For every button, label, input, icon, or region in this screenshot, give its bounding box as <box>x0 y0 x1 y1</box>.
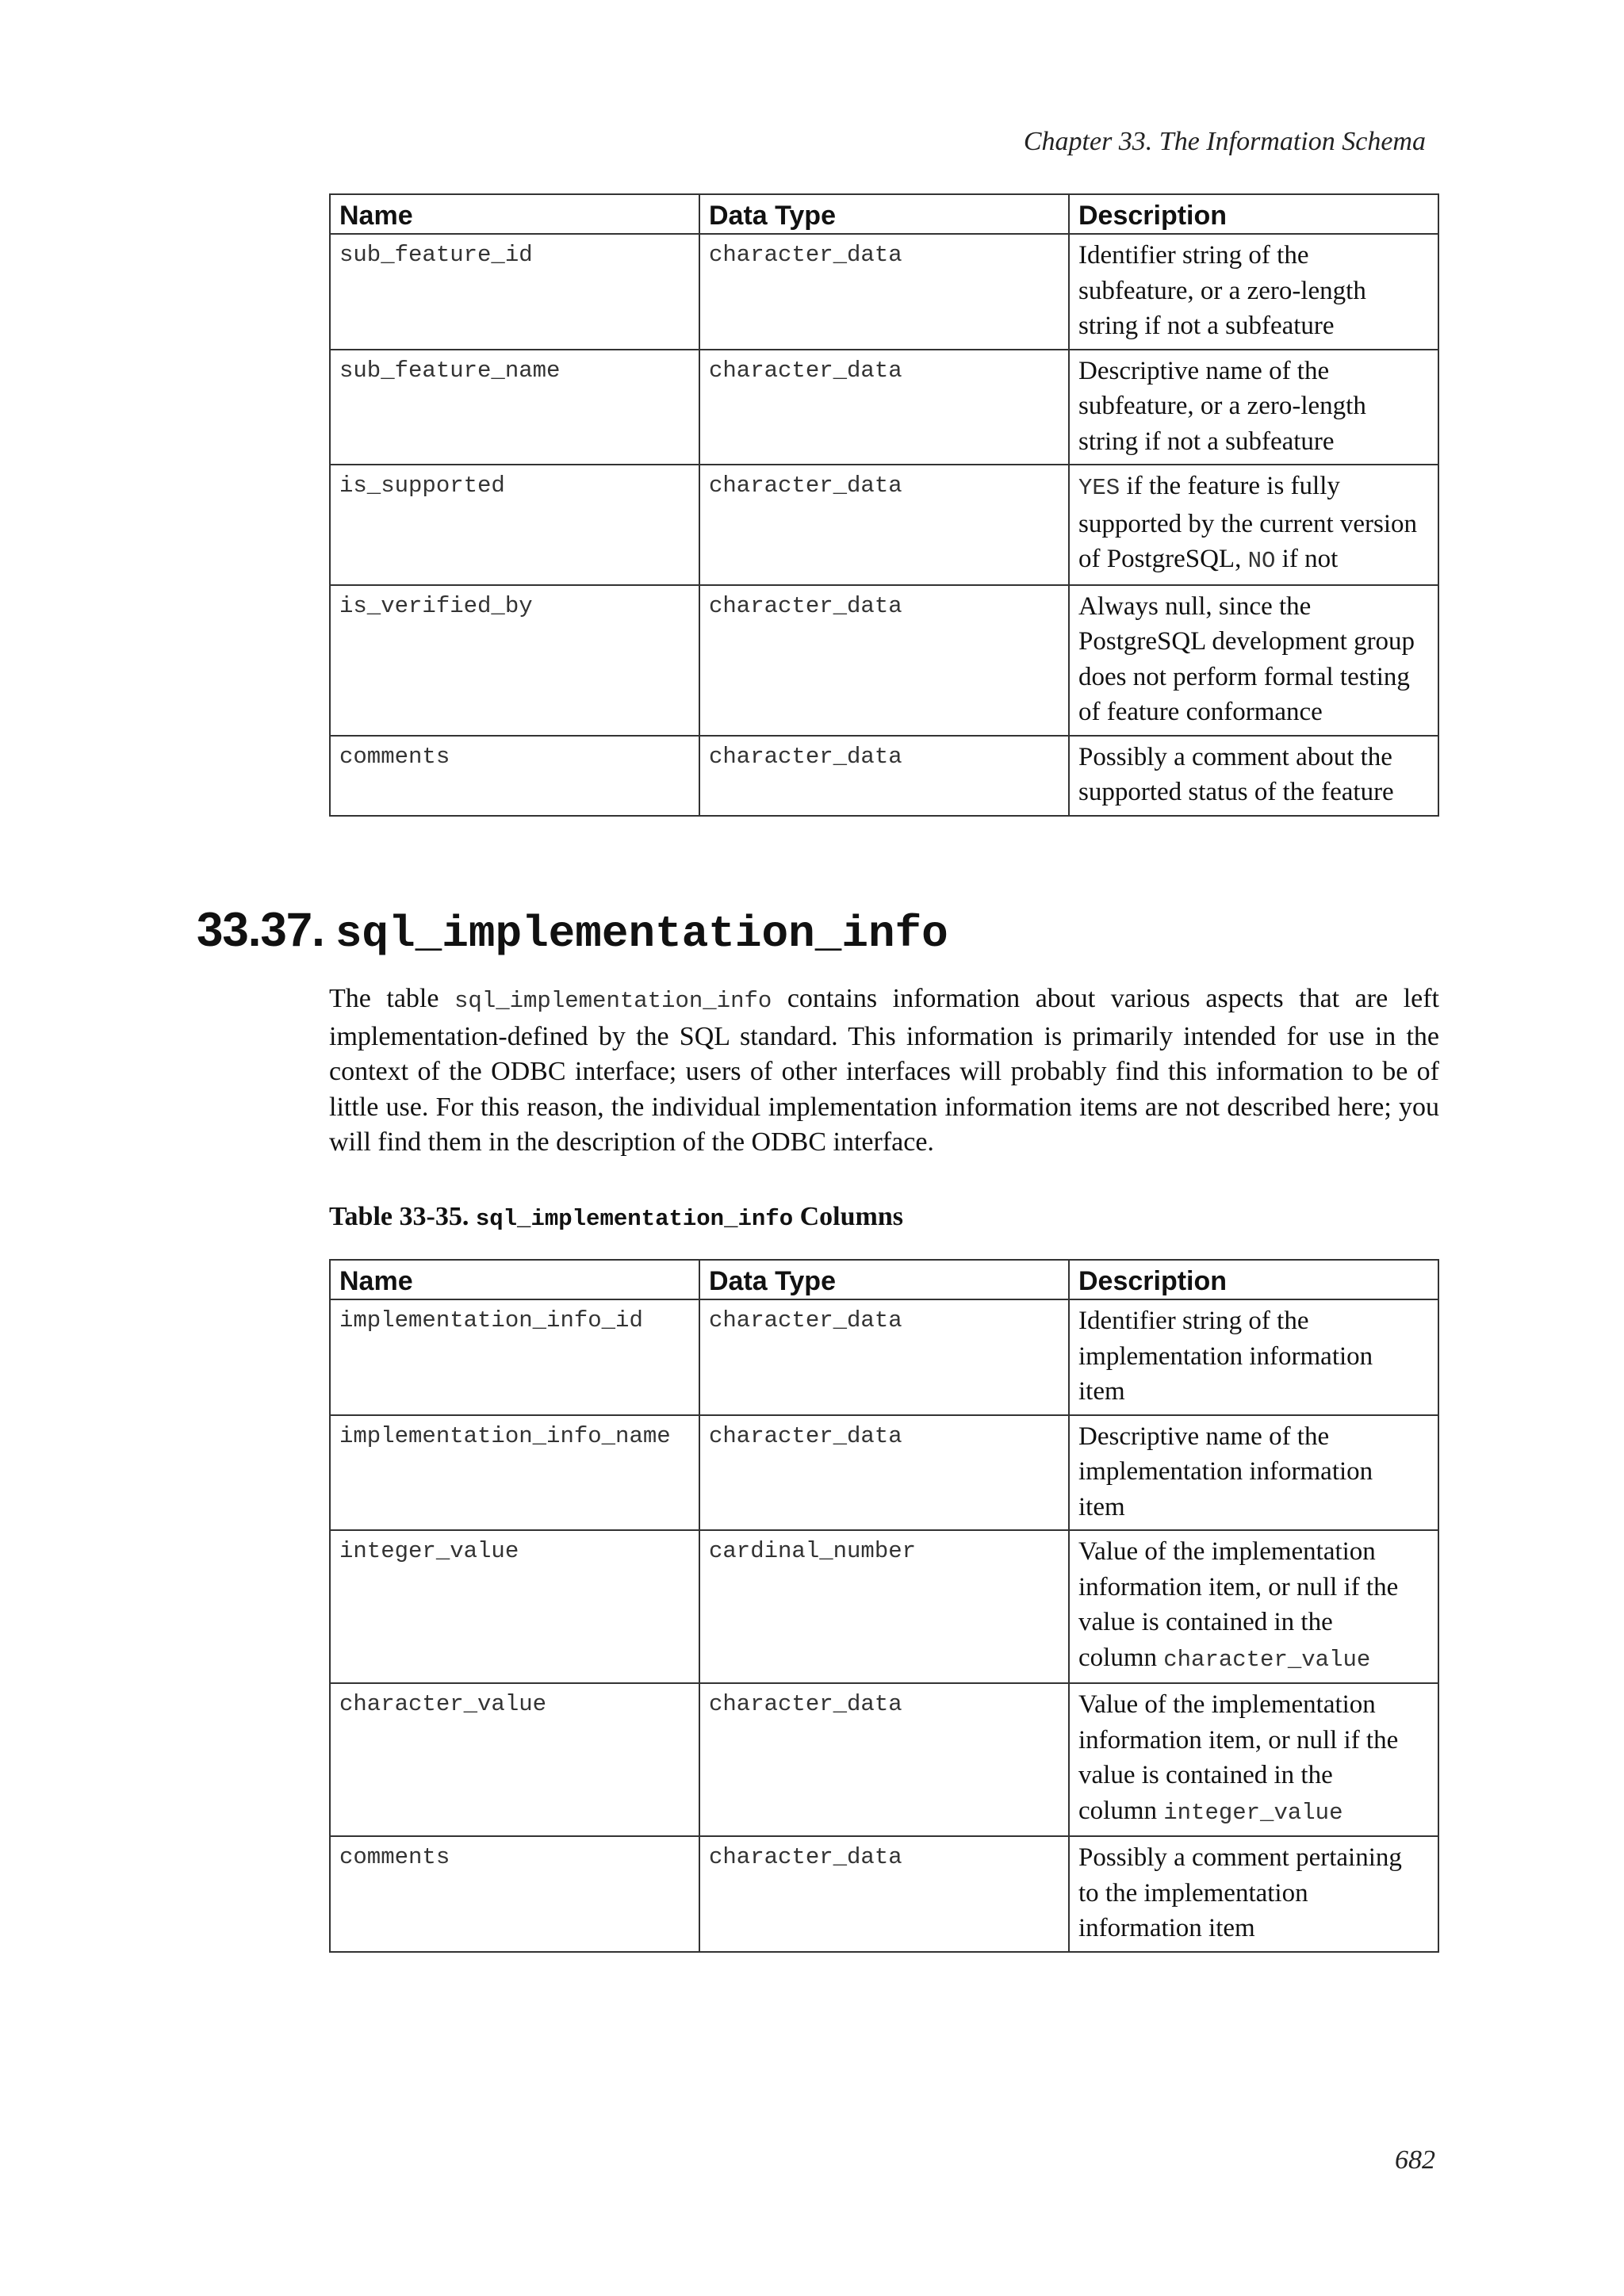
description-line: Identifier string of the <box>1078 1307 1309 1335</box>
description-line <box>1078 1793 1430 1831</box>
column-name: sub_feature_name <box>330 350 699 465</box>
description-text: column <box>1078 1643 1164 1672</box>
table-row <box>330 1415 1438 1531</box>
table-row <box>330 1530 1438 1683</box>
description-line: information item, or null if the <box>1078 1572 1399 1601</box>
column-description <box>1069 1299 1438 1415</box>
description-line: value is contained in the <box>1078 1761 1333 1789</box>
paragraph-text: contains information about various aspects that are left implementation-defined by the SQL standard. This information is primarily intended for use in the context of the ODBC interface; users of other interfaces will probably find this information to be of little use. For this reason, the individual implementation information items are not described here; you will find them in the description of the ODBC interface. <box>329 984 1439 1158</box>
description-line: information item <box>1078 1914 1255 1942</box>
table-row <box>330 1836 1438 1952</box>
paragraph-text: The table <box>329 984 455 1013</box>
column-description <box>1069 1683 1438 1836</box>
column-header-name: Name <box>330 194 699 234</box>
column-name: comments <box>330 1836 699 1952</box>
column-name: implementation_info_name <box>330 1415 699 1531</box>
column-header-description: Description <box>1069 1260 1438 1299</box>
column-name: sub_feature_id <box>330 234 699 350</box>
inline-code: integer_value <box>1163 1799 1343 1826</box>
description-line: Possibly a comment pertaining <box>1078 1843 1402 1872</box>
description-line: to the implementation <box>1078 1878 1308 1908</box>
column-name: comments <box>330 736 699 816</box>
caption-prefix: Table 33-35. <box>329 1202 476 1231</box>
section-heading <box>197 902 948 959</box>
description-line: Possibly a comment about the <box>1078 742 1392 771</box>
table-row <box>330 350 1438 465</box>
column-type: character_data <box>699 350 1069 465</box>
page-number: 682 <box>1395 2145 1435 2175</box>
column-header-description: Description <box>1069 194 1438 234</box>
table-row <box>330 585 1438 736</box>
description-line <box>1078 541 1430 580</box>
description-line <box>1078 469 1430 507</box>
description-line: subfeature, or a zero-length <box>1078 276 1366 305</box>
column-type: character_data <box>699 234 1069 350</box>
section-name: sql_implementation_info <box>335 909 948 959</box>
description-line: implementation information <box>1078 1341 1373 1371</box>
description-line: item <box>1078 1377 1125 1406</box>
description-text: column <box>1078 1796 1164 1825</box>
description-line <box>1078 1640 1430 1678</box>
column-description <box>1069 736 1438 816</box>
description-line: Value of the implementation <box>1078 1537 1376 1566</box>
description-line: PostgreSQL development group <box>1078 627 1415 656</box>
column-description <box>1069 465 1438 585</box>
description-line: item <box>1078 1492 1125 1521</box>
description-line: Value of the implementation <box>1078 1690 1376 1719</box>
column-name: is_supported <box>330 465 699 585</box>
description-line: subfeature, or a zero-length <box>1078 392 1366 420</box>
description-text: if not <box>1275 545 1339 573</box>
running-head: Chapter 33. The Information Schema <box>1023 127 1426 156</box>
table-row <box>330 465 1438 585</box>
section-paragraph <box>329 982 1439 1161</box>
description-line: Descriptive name of the <box>1078 1422 1330 1451</box>
description-line: implementation information <box>1078 1457 1373 1486</box>
column-description <box>1069 1415 1438 1531</box>
column-description <box>1069 1530 1438 1683</box>
column-name: integer_value <box>330 1530 699 1683</box>
column-description <box>1069 1836 1438 1952</box>
table-row <box>330 234 1438 350</box>
description-line: supported status of the feature <box>1078 778 1394 806</box>
inline-code: character_value <box>1163 1646 1371 1673</box>
inline-code: sql_implementation_info <box>454 988 772 1014</box>
table-header-row <box>330 1260 1438 1299</box>
table-row <box>330 1299 1438 1415</box>
column-type: character_data <box>699 585 1069 736</box>
description-text: of PostgreSQL, <box>1078 545 1248 573</box>
column-description <box>1069 350 1438 465</box>
column-name: implementation_info_id <box>330 1299 699 1415</box>
column-description <box>1069 585 1438 736</box>
implementation-info-columns-table <box>329 1259 1439 1953</box>
column-type: character_data <box>699 1683 1069 1836</box>
description-line: string if not a subfeature <box>1078 312 1335 340</box>
column-type: character_data <box>699 736 1069 816</box>
column-name: character_value <box>330 1683 699 1836</box>
description-text: if the feature is fully <box>1120 472 1340 500</box>
table-row <box>330 1683 1438 1836</box>
column-type: character_data <box>699 1415 1069 1531</box>
table-header-row <box>330 194 1438 234</box>
inline-code: YES <box>1078 475 1120 501</box>
column-header-data-type: Data Type <box>699 1260 1069 1299</box>
caption-code: sql_implementation_info <box>475 1206 794 1232</box>
column-header-name: Name <box>330 1260 699 1299</box>
description-line: Always null, since the <box>1078 591 1312 621</box>
features-columns-table <box>329 193 1439 817</box>
description-line: of feature conformance <box>1078 698 1323 726</box>
description-line: Identifier string of the <box>1078 241 1309 270</box>
table-row <box>330 736 1438 816</box>
column-type: character_data <box>699 465 1069 585</box>
description-line: value is contained in the <box>1078 1608 1333 1636</box>
caption-suffix: Columns <box>793 1202 903 1231</box>
column-type: cardinal_number <box>699 1530 1069 1683</box>
description-line: Descriptive name of the <box>1078 356 1330 385</box>
column-header-data-type: Data Type <box>699 194 1069 234</box>
section-number: 33.37. <box>197 903 324 956</box>
column-name: is_verified_by <box>330 585 699 736</box>
table-caption <box>329 1202 903 1232</box>
description-line: information item, or null if the <box>1078 1725 1399 1755</box>
description-line: string if not a subfeature <box>1078 427 1335 456</box>
column-type: character_data <box>699 1299 1069 1415</box>
column-description <box>1069 234 1438 350</box>
description-line: supported by the current version <box>1078 509 1418 538</box>
inline-code: NO <box>1247 548 1276 574</box>
column-type: character_data <box>699 1836 1069 1952</box>
description-line: does not perform formal testing <box>1078 662 1410 691</box>
